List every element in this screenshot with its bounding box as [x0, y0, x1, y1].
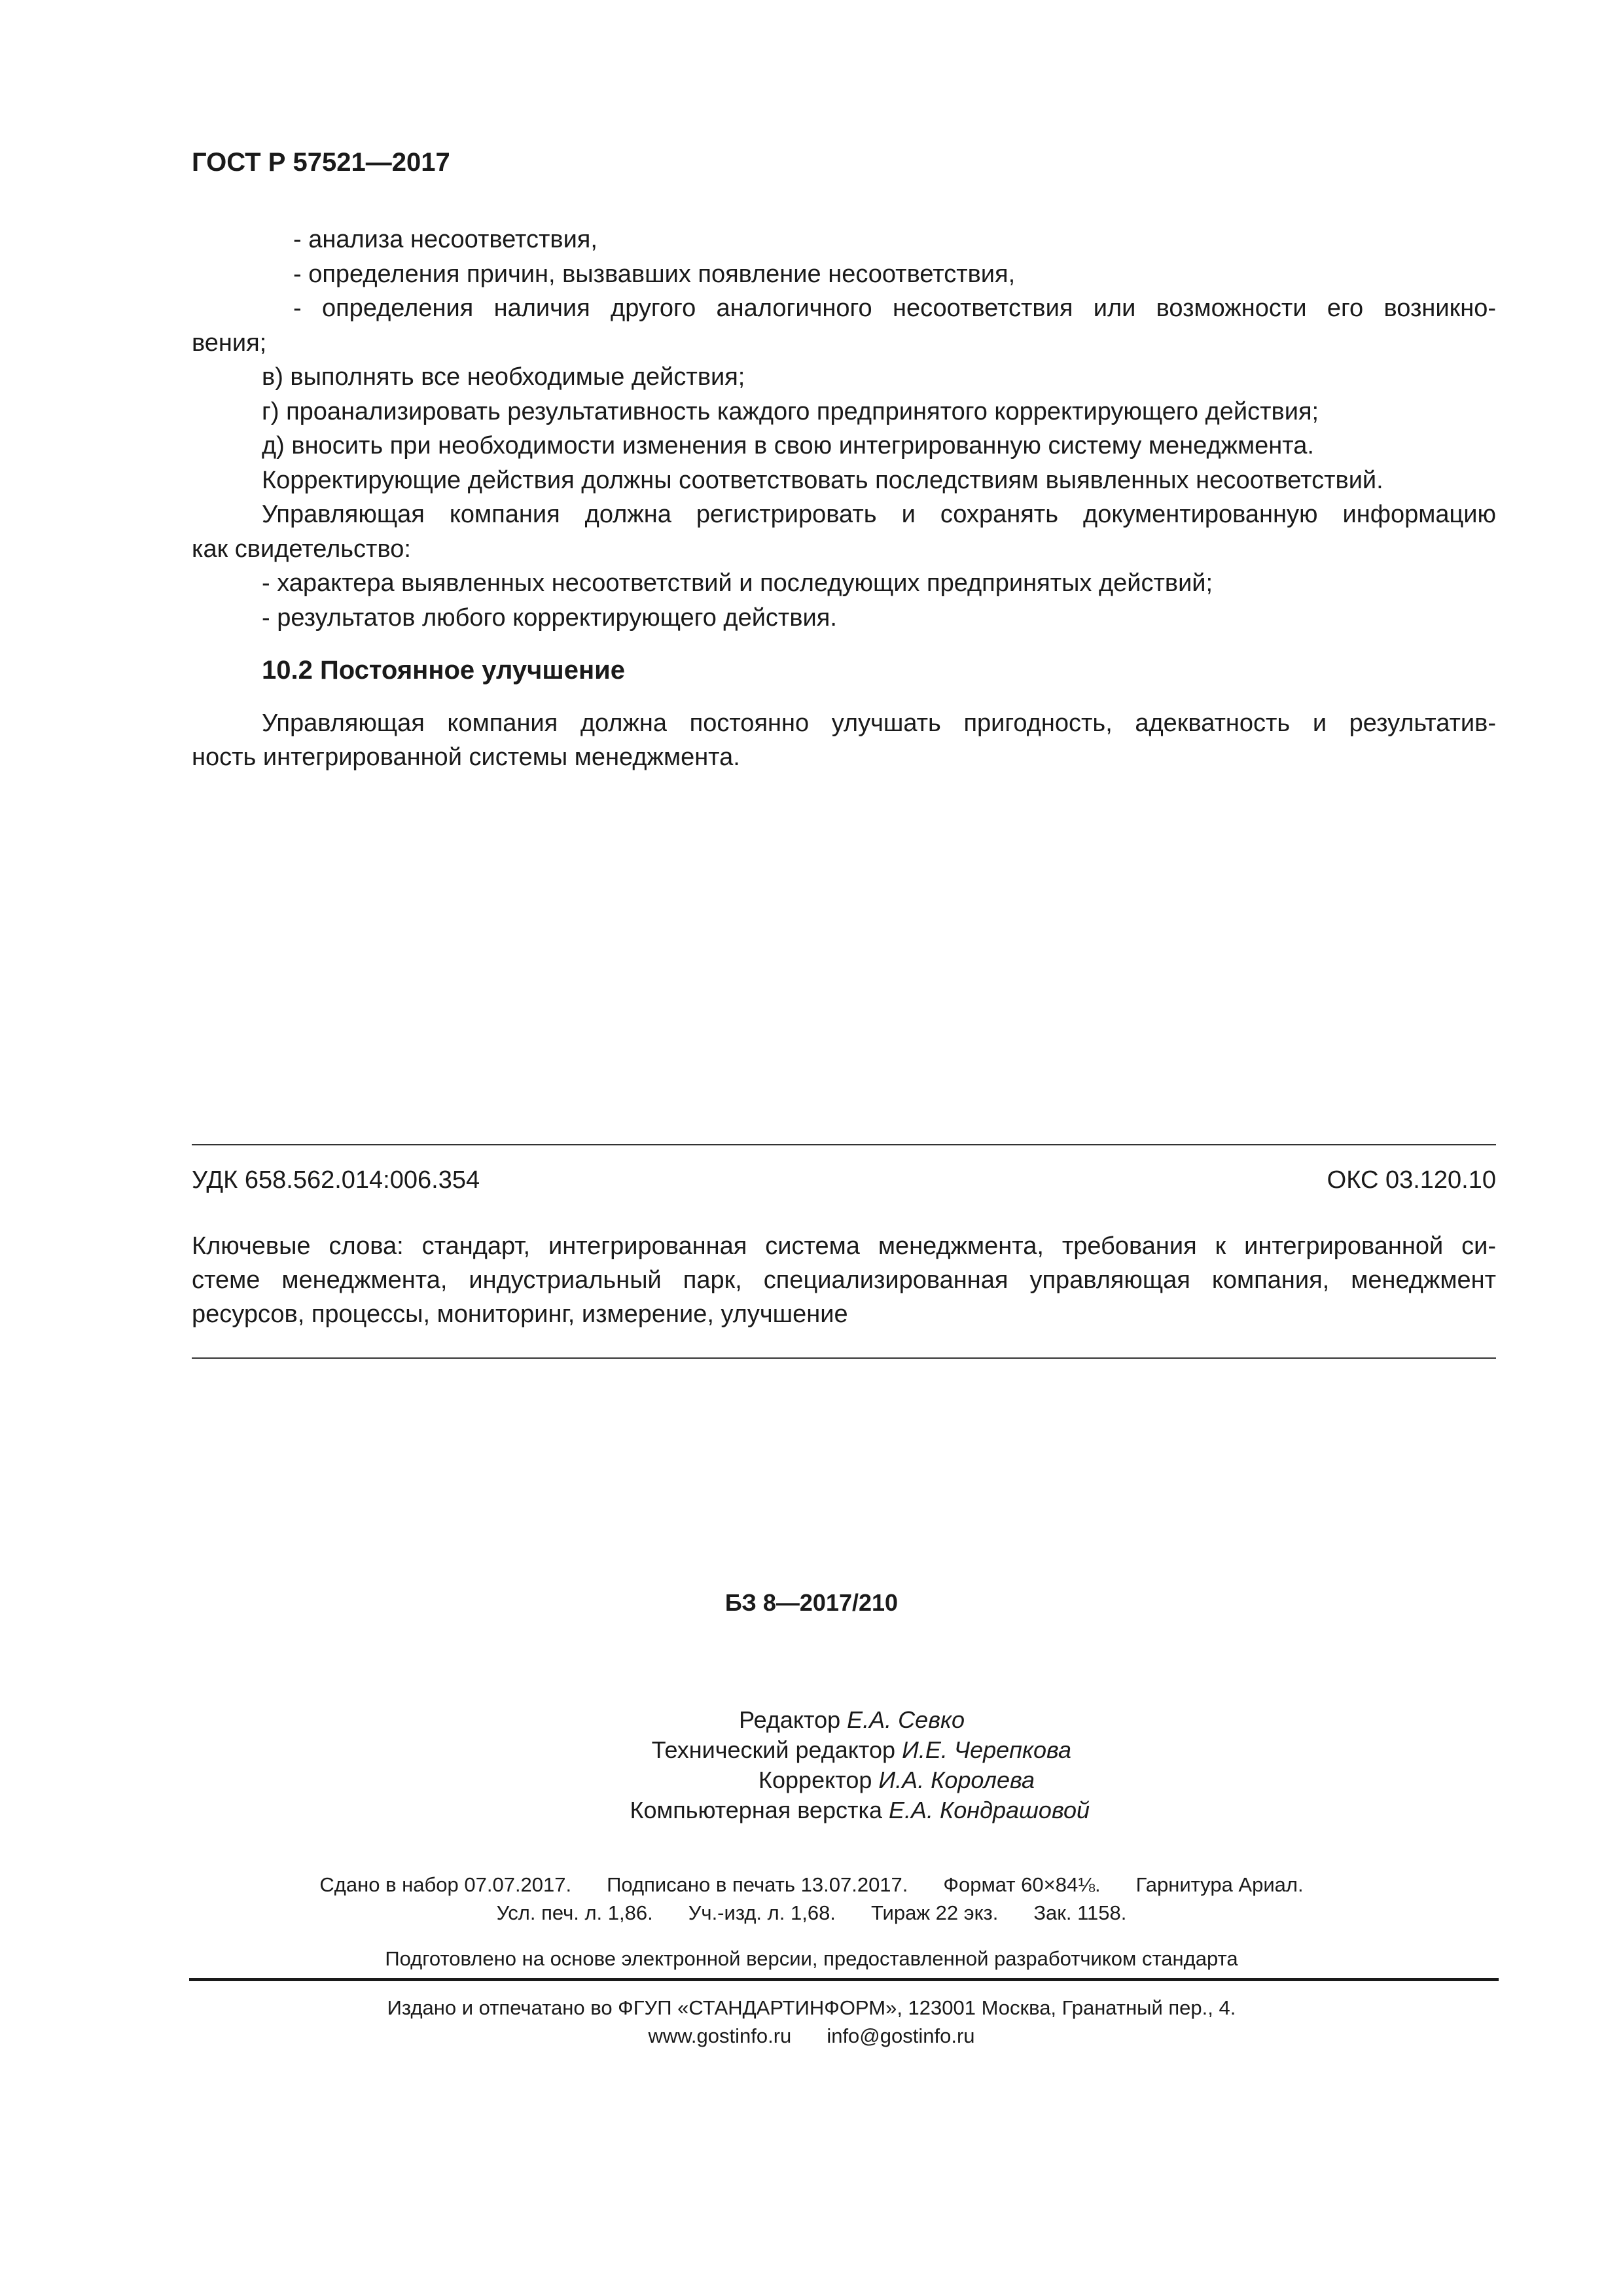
list-item-continuation: вения;	[192, 329, 267, 357]
list-item: в) выполнять все необходимые действия;	[262, 363, 745, 391]
document-body	[192, 223, 1496, 775]
paragraph: Управляющая компания должна постоянно улучшать пригодность, адекватность и результатив-	[262, 709, 1496, 737]
divider	[192, 1357, 1496, 1359]
paragraph: Корректирующие действия должны соответствовать последствиям выявленных несоответствий.	[262, 466, 1383, 494]
udk-code: УДК 658.562.014:006.354	[192, 1166, 480, 1194]
prepared-note: Подготовлено на основе электронной версии, предоставленной разработчиком стандарта	[385, 1947, 1238, 1970]
website-link[interactable]: www.gostinfo.ru	[648, 2024, 792, 2047]
keywords	[192, 1229, 1496, 1331]
section-title: 10.2 Постоянное улучшение	[262, 656, 625, 685]
list-item: - результатов любого корректирующего действия.	[262, 603, 837, 632]
publisher-line: Издано и отпечатано во ФГУП «СТАНДАРТИНФОРМ», 123001 Москва, Гранатный пер., 4.	[387, 1996, 1236, 2019]
keywords-line: Ключевые слова: стандарт, интегрированная система менеджмента, требования к интегрированной си-	[192, 1232, 1496, 1260]
credit-editor: Редактор Е.А. Севко	[739, 1706, 965, 1733]
thick-divider	[189, 1978, 1499, 1981]
divider	[192, 1144, 1496, 1145]
keywords-line: стеме менеджмента, индустриальный парк, специализированная управляющая компания, менеджмент	[192, 1266, 1496, 1294]
contacts-line	[0, 2024, 1623, 2048]
credit-layout: Компьютерная верстка Е.А. Кондрашовой	[630, 1797, 1090, 1823]
credits	[0, 1705, 1623, 1825]
list-item: г) проанализировать результативность каждого предпринятого корректирующего действия;	[262, 397, 1319, 425]
oks-code: ОКС 03.120.10	[1327, 1166, 1496, 1194]
paragraph-continuation: ность интегрированной системы менеджмента.	[192, 744, 740, 771]
credit-tech-editor: Технический редактор И.Е. Черепкова	[651, 1736, 1071, 1763]
imprint-line-2: Усл. печ. л. 1,86. Уч.-изд. л. 1,68. Тираж 22 экз. Зак. 1158.	[496, 1901, 1127, 1924]
paragraph: Управляющая компания должна регистрировать и сохранять документированную информацию	[262, 501, 1496, 528]
credit-corrector: Корректор И.А. Королева	[758, 1767, 1035, 1793]
list-item: - характера выявленных несоответствий и последующих предпринятых действий;	[262, 569, 1213, 597]
list-item: д) вносить при необходимости изменения в свою интегрированную систему менеджмента.	[262, 432, 1314, 459]
list-item: - определения причин, вызвавших появление несоответствия,	[293, 260, 1016, 288]
email-link[interactable]: info@gostinfo.ru	[827, 2024, 975, 2047]
classification-row	[192, 1166, 1496, 1194]
keywords-line: ресурсов, процессы, мониторинг, измерение, улучшение	[192, 1300, 848, 1328]
list-item: - анализа несоответствия,	[293, 226, 597, 253]
document-code-header: ГОСТ Р 57521—2017	[192, 148, 450, 177]
paragraph-continuation: как свидетельство:	[192, 535, 411, 563]
imprint-line-1: Сдано в набор 07.07.2017. Подписано в печать 13.07.2017. Формат 60×84⅛. Гарнитура Ариал.	[319, 1873, 1304, 1896]
list-item: - определения наличия другого аналогичного несоответствия или возможности его возникно-	[293, 295, 1496, 322]
bz-number: БЗ 8—2017/210	[724, 1589, 899, 1616]
